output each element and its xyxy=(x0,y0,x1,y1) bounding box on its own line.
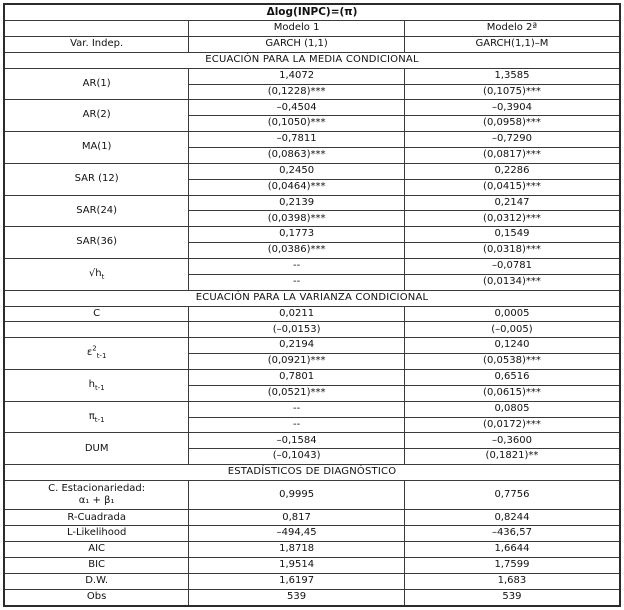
symbol-sub: t-1 xyxy=(96,352,107,361)
row-label: AR(2) xyxy=(4,100,189,132)
value-cell: 1,9514 xyxy=(189,558,405,574)
table-row xyxy=(4,290,620,306)
row-label: L-Likelihood xyxy=(4,526,189,542)
coefficient-cell: –0,7290 xyxy=(404,132,620,148)
coefficient-cell: –0,3904 xyxy=(404,100,620,116)
table-row xyxy=(4,227,620,243)
section-header: ECUACIÓN PARA LA VARIANZA CONDICIONAL xyxy=(4,290,620,306)
row-label: R-Cuadrada xyxy=(4,510,189,526)
value-cell: 539 xyxy=(189,589,405,606)
table-row xyxy=(4,258,620,274)
stderr-cell: (0,0398)*** xyxy=(189,211,405,227)
table-row xyxy=(4,558,620,574)
stderr-cell: (0,0615)*** xyxy=(404,385,620,401)
table-row xyxy=(4,433,620,449)
row-label: D.W. xyxy=(4,573,189,589)
row-label: AIC xyxy=(4,542,189,558)
symbol-base: h xyxy=(88,379,95,391)
stderr-cell: (0,0538)*** xyxy=(404,354,620,370)
coefficient-cell: -- xyxy=(189,401,405,417)
row-label: C xyxy=(4,306,189,322)
coefficient-cell: -- xyxy=(189,258,405,274)
coefficient-cell: –0,1584 xyxy=(189,433,405,449)
table-row xyxy=(4,401,620,417)
coefficient-cell: –0,3600 xyxy=(404,433,620,449)
coefficient-cell: –0,0781 xyxy=(404,258,620,274)
value-cell: 1,6644 xyxy=(404,542,620,558)
row-label: SAR(36) xyxy=(4,227,189,259)
stderr-cell: (–0,1043) xyxy=(189,449,405,465)
table-row xyxy=(4,573,620,589)
table-row xyxy=(4,338,620,354)
row-label: DUM xyxy=(4,433,189,465)
table-row xyxy=(4,306,620,322)
coefficient-cell: 0,2139 xyxy=(189,195,405,211)
results-table xyxy=(3,3,621,607)
stderr-cell: (0,0386)*** xyxy=(189,243,405,259)
table-row xyxy=(4,52,620,68)
coefficient-cell: 0,2194 xyxy=(189,338,405,354)
table-row xyxy=(4,480,620,509)
stderr-cell: (0,1228)*** xyxy=(189,84,405,100)
coefficient-cell: 0,1549 xyxy=(404,227,620,243)
coefficient-cell: 1,4072 xyxy=(189,68,405,84)
value-cell: (–0,005) xyxy=(404,322,620,338)
row-label: MA(1) xyxy=(4,132,189,164)
value-cell: 1,6197 xyxy=(189,573,405,589)
table-row xyxy=(4,68,620,84)
coefficient-cell: 0,1240 xyxy=(404,338,620,354)
value-cell: 0,9995 xyxy=(189,480,405,509)
table-row xyxy=(4,542,620,558)
value-cell: 0,0005 xyxy=(404,306,620,322)
table-row xyxy=(4,526,620,542)
section-header: ESTADÍSTICOS DE DIAGNÓSTICO xyxy=(4,465,620,481)
value-cell: Modelo 2ª xyxy=(404,21,620,37)
row-label: C. Estacionariedad: α₁ + β₁ xyxy=(4,480,189,509)
row-label: AR(1) xyxy=(4,68,189,100)
stderr-cell: (0,1821)** xyxy=(404,449,620,465)
row-label xyxy=(4,369,189,401)
stderr-cell: (0,0415)*** xyxy=(404,179,620,195)
table-row xyxy=(4,195,620,211)
coefficient-cell: –0,7811 xyxy=(189,132,405,148)
symbol-sub: t xyxy=(101,273,105,282)
value-cell: Modelo 1 xyxy=(189,21,405,37)
value-cell: 0,817 xyxy=(189,510,405,526)
table-row xyxy=(4,163,620,179)
value-cell: 0,8244 xyxy=(404,510,620,526)
symbol-sub: t-1 xyxy=(94,415,105,424)
stderr-cell: (0,0172)*** xyxy=(404,417,620,433)
value-cell: 1,7599 xyxy=(404,558,620,574)
value-cell: 0,7756 xyxy=(404,480,620,509)
table-row xyxy=(4,589,620,606)
stderr-cell: (0,0863)*** xyxy=(189,147,405,163)
value-cell: 1,8718 xyxy=(189,542,405,558)
stderr-cell: -- xyxy=(189,417,405,433)
table-row xyxy=(4,510,620,526)
row-label: SAR(24) xyxy=(4,195,189,227)
symbol-base: √h xyxy=(88,268,102,280)
row-label: Obs xyxy=(4,589,189,606)
table-row xyxy=(4,4,620,21)
symbol-base: ε xyxy=(86,347,93,359)
table-row xyxy=(4,100,620,116)
stderr-cell: (0,0921)*** xyxy=(189,354,405,370)
stderr-cell: (0,0817)*** xyxy=(404,147,620,163)
row-label xyxy=(4,322,189,338)
table-row xyxy=(4,322,620,338)
value-cell: GARCH (1,1) xyxy=(189,36,405,52)
value-cell: 539 xyxy=(404,589,620,606)
symbol-sup: 2 xyxy=(92,345,97,354)
table-title: Δlog(INPC)=(π) xyxy=(4,4,620,21)
symbol-sub: t-1 xyxy=(94,384,105,393)
stderr-cell: (0,0464)*** xyxy=(189,179,405,195)
table-row xyxy=(4,21,620,37)
coefficient-cell: –0,4504 xyxy=(189,100,405,116)
table-row xyxy=(4,465,620,481)
stderr-cell: (0,0318)*** xyxy=(404,243,620,259)
row-label xyxy=(4,258,189,290)
coefficient-cell: 0,1773 xyxy=(189,227,405,243)
coefficient-cell: 1,3585 xyxy=(404,68,620,84)
row-label xyxy=(4,401,189,433)
value-cell: (–0,0153) xyxy=(189,322,405,338)
stderr-cell: (0,0521)*** xyxy=(189,385,405,401)
coefficient-cell: 0,2147 xyxy=(404,195,620,211)
value-cell: GARCH(1,1)–M xyxy=(404,36,620,52)
stderr-cell: (0,0312)*** xyxy=(404,211,620,227)
section-header: ECUACIÓN PARA LA MEDIA CONDICIONAL xyxy=(4,52,620,68)
table-row xyxy=(4,369,620,385)
value-cell: 1,683 xyxy=(404,573,620,589)
stderr-cell: (0,0134)*** xyxy=(404,274,620,290)
stderr-cell: -- xyxy=(189,274,405,290)
table-row xyxy=(4,132,620,148)
row-label: SAR (12) xyxy=(4,163,189,195)
value-cell: 0,0211 xyxy=(189,306,405,322)
coefficient-cell: 0,6516 xyxy=(404,369,620,385)
value-cell: –494,45 xyxy=(189,526,405,542)
stderr-cell: (0,1050)*** xyxy=(189,116,405,132)
row-label xyxy=(4,21,189,37)
symbol-base: π xyxy=(88,410,95,422)
table-row xyxy=(4,36,620,52)
results-table-body xyxy=(4,4,620,606)
row-label: Var. Indep. xyxy=(4,36,189,52)
row-label: BIC xyxy=(4,558,189,574)
coefficient-cell: 0,7801 xyxy=(189,369,405,385)
coefficient-cell: 0,2286 xyxy=(404,163,620,179)
stderr-cell: (0,1075)*** xyxy=(404,84,620,100)
value-cell: –436,57 xyxy=(404,526,620,542)
stderr-cell: (0,0958)*** xyxy=(404,116,620,132)
coefficient-cell: 0,2450 xyxy=(189,163,405,179)
row-label xyxy=(4,338,189,370)
coefficient-cell: 0,0805 xyxy=(404,401,620,417)
